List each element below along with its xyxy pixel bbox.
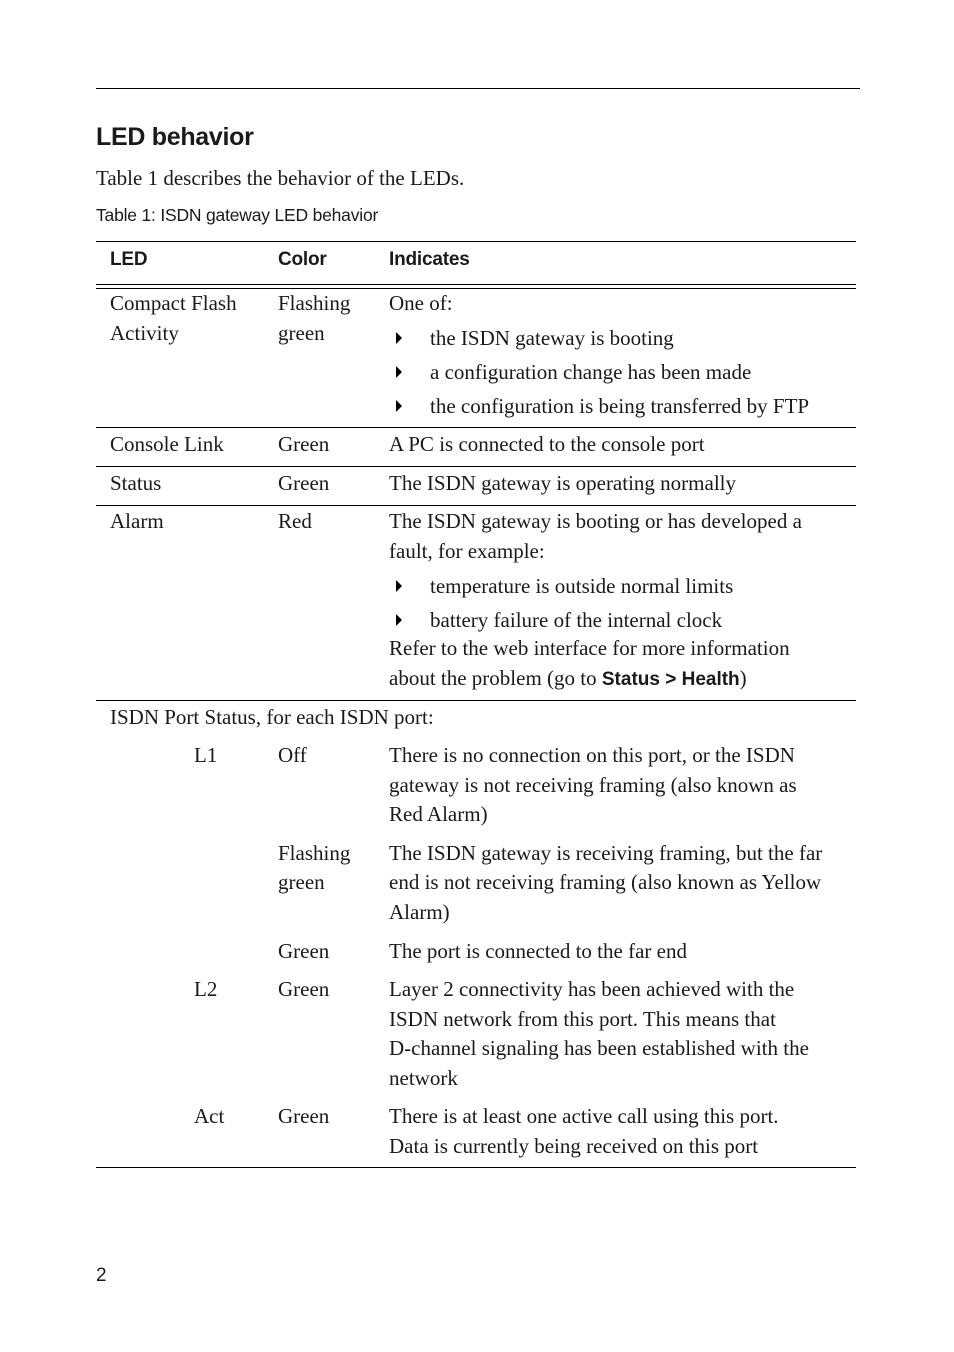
cf-bullet-3: the configuration is being transferred by FTP bbox=[430, 394, 810, 418]
console-color: Green bbox=[278, 432, 330, 456]
l1-off-line2: gateway is not receiving framing (also known as bbox=[389, 773, 797, 797]
table-top-rule bbox=[96, 241, 856, 242]
l2-line2: ISDN network from this port. This means that bbox=[389, 1007, 776, 1031]
act-led: Act bbox=[194, 1104, 225, 1128]
act-line1: There is at least one active call using this port. bbox=[389, 1104, 779, 1128]
alarm-led: Alarm bbox=[110, 509, 164, 533]
page-number: 2 bbox=[96, 1265, 107, 1286]
table-caption: Table 1: ISDN gateway LED behavior bbox=[96, 205, 379, 225]
console-led: Console Link bbox=[110, 432, 224, 456]
section-heading: LED behavior bbox=[96, 123, 254, 151]
l1-green-text: The port is connected to the far end bbox=[389, 939, 687, 963]
l1-flash-line3: Alarm) bbox=[389, 900, 450, 924]
alarm-line1: The ISDN gateway is booting or has developed a bbox=[389, 509, 802, 533]
l1-led: L1 bbox=[194, 743, 218, 767]
status-health-menu-path: Status > Health bbox=[601, 669, 740, 690]
intro-text: Table 1 describes the behavior of the LEDs. bbox=[96, 166, 465, 190]
l1-flash-line1: The ISDN gateway is receiving framing, but the far bbox=[389, 841, 823, 865]
l1-off-line1: There is no connection on this port, or the ISDN bbox=[389, 743, 795, 767]
alarm-refer-line1: Refer to the web interface for more information bbox=[389, 636, 790, 660]
header-indicates: Indicates bbox=[389, 249, 470, 270]
status-led: Status bbox=[110, 471, 162, 495]
header-rule-1 bbox=[96, 284, 856, 285]
bullet-arrow-icon bbox=[396, 580, 402, 592]
cf-color-line1: Flashing bbox=[278, 291, 351, 315]
cf-bullet-2: a configuration change has been made bbox=[430, 360, 752, 384]
act-line2: Data is currently being received on this port bbox=[389, 1134, 759, 1158]
bullet-arrow-icon bbox=[396, 400, 402, 412]
status-color: Green bbox=[278, 471, 330, 495]
l2-line1: Layer 2 connectivity has been achieved with the bbox=[389, 977, 795, 1001]
header-led: LED bbox=[110, 249, 148, 270]
bullet-arrow-icon bbox=[396, 614, 402, 626]
l1-off-line3: Red Alarm) bbox=[389, 802, 488, 826]
row-rule bbox=[96, 466, 856, 467]
top-rule bbox=[96, 88, 860, 89]
l2-line3: D-channel signaling has been established with the bbox=[389, 1036, 809, 1060]
alarm-refer-suffix: ) bbox=[739, 666, 747, 690]
alarm-bullet-1: temperature is outside normal limits bbox=[430, 574, 734, 598]
table-bottom-rule bbox=[96, 1167, 856, 1168]
cf-color-line2: green bbox=[278, 321, 325, 345]
act-color: Green bbox=[278, 1104, 330, 1128]
row-rule bbox=[96, 427, 856, 428]
l2-led: L2 bbox=[194, 977, 218, 1001]
row-rule bbox=[96, 700, 856, 701]
l1-green-color: Green bbox=[278, 939, 330, 963]
alarm-refer-prefix: about the problem (go to bbox=[389, 666, 602, 690]
l1-off-color: Off bbox=[278, 743, 307, 767]
status-indicates: The ISDN gateway is operating normally bbox=[389, 471, 736, 495]
console-indicates: A PC is connected to the console port bbox=[389, 432, 705, 456]
cf-bullet-1: the ISDN gateway is booting bbox=[430, 326, 674, 350]
alarm-line2: fault, for example: bbox=[389, 539, 545, 563]
isdn-port-status-label: ISDN Port Status, for each ISDN port: bbox=[110, 705, 434, 729]
l2-line4: network bbox=[389, 1066, 458, 1090]
l1-flash-line2: end is not receiving framing (also known as Yellow bbox=[389, 870, 822, 894]
alarm-bullet-2: battery failure of the internal clock bbox=[430, 608, 723, 632]
l1-flash-color-line2: green bbox=[278, 870, 325, 894]
bullet-arrow-icon bbox=[396, 366, 402, 378]
alarm-refer-line2 bbox=[389, 664, 747, 695]
header-color: Color bbox=[278, 249, 327, 270]
l2-color: Green bbox=[278, 977, 330, 1001]
cf-lead: One of: bbox=[389, 291, 453, 315]
bullet-arrow-icon bbox=[396, 332, 402, 344]
cf-led-line1: Compact Flash bbox=[110, 291, 237, 315]
row-rule bbox=[96, 505, 856, 506]
alarm-color: Red bbox=[278, 509, 312, 533]
l1-flash-color-line1: Flashing bbox=[278, 841, 351, 865]
cf-led-line2: Activity bbox=[110, 321, 179, 345]
